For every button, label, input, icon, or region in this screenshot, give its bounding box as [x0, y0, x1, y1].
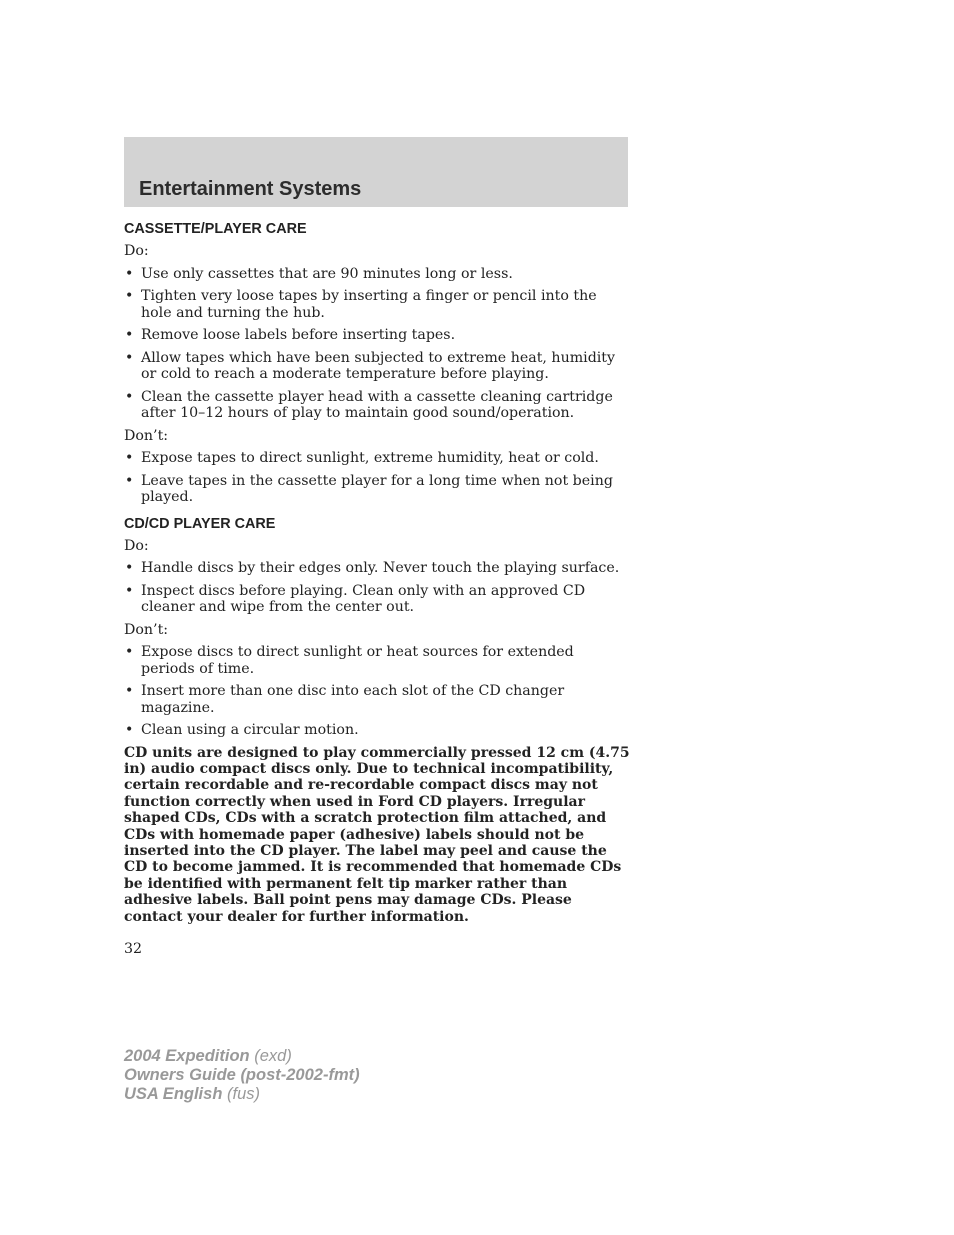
cassette-dont-list [124, 450, 630, 506]
cassette-care-heading: CASSETTE/PLAYER CARE [124, 221, 307, 237]
bullet-icon: • [125, 683, 134, 699]
list-item: • Expose discs to direct sunlight or heat sources for extended periods of time. [125, 644, 574, 677]
cd-do-list [124, 560, 630, 616]
footer-line-guide: Owners Guide (post-2002-fmt) [124, 1066, 360, 1084]
list-item: • Use only cassettes that are 90 minutes long or less. [125, 265, 513, 282]
section-title: Entertainment Systems [139, 178, 362, 200]
page-number: 32 [124, 940, 143, 957]
cd-compatibility-notice: CD units are designed to play commercially pressed 12 cm (4.75 in) audio compact discs only. Due to technical incompatibility, certain recordable and re-recordable compact discs may not function correctly when used in Ford CD players. Irregular shaped CDs, CDs with a scratch protection film attached, and CDs with homemade paper (adhesive) labels should not be inserted into the CD player. The label may peel and cause the CD to become jammed. It is recommended that homemade CDs be identified with permanent felt tip marker rather than adhesive labels. Ball point pens may damage CDs. Please contact your dealer for further information. [124, 744, 630, 925]
section-header-band [124, 137, 628, 207]
page-content [124, 219, 630, 957]
bullet-icon: • [125, 450, 134, 466]
list-item: • Handle discs by their edges only. Never touch the playing surface. [125, 560, 620, 576]
list-item: • Leave tapes in the cassette player for a long time when not being played. [125, 472, 613, 505]
cd-dont-label: Don’t: [124, 621, 169, 638]
list-item: • Expose tapes to direct sunlight, extreme humidity, heat or cold. [125, 450, 599, 466]
bullet-icon: • [125, 388, 134, 405]
footer-line-language: USA English (fus) [124, 1085, 260, 1103]
cd-do-label: Do: [124, 537, 149, 554]
bullet-icon: • [125, 722, 134, 738]
list-item: • Clean using a circular motion. [125, 722, 359, 738]
cassette-do-label: Do: [124, 243, 149, 259]
list-item: • Remove loose labels before inserting tapes. [125, 327, 456, 343]
bullet-icon: • [125, 265, 134, 282]
list-item: • Allow tapes which have been subjected to extreme heat, humidity or cold to reach a moderate temperature before playing. [125, 349, 616, 382]
list-item: • Tighten very loose tapes by inserting a finger or pencil into the hole and turning the hub. [125, 288, 597, 321]
bullet-icon: • [125, 327, 134, 343]
footer-line-model: 2004 Expedition (exd) [124, 1047, 292, 1065]
cd-care-heading: CD/CD PLAYER CARE [124, 515, 276, 532]
cassette-dont-label: Don’t: [124, 427, 169, 444]
bullet-icon: • [125, 560, 134, 576]
cassette-do-list [124, 266, 630, 422]
bullet-icon: • [125, 349, 134, 366]
bullet-icon: • [125, 644, 134, 660]
list-item: • Insert more than one disc into each slot of the CD changer magazine. [125, 683, 565, 716]
bullet-icon: • [125, 582, 134, 599]
bullet-icon: • [125, 288, 134, 304]
list-item: • Inspect discs before playing. Clean only with an approved CD cleaner and wipe from the center out. [125, 582, 586, 615]
list-item: • Clean the cassette player head with a cassette cleaning cartridge after 10–12 hours of play to maintain good sound/operation. [125, 388, 613, 421]
bullet-icon: • [125, 472, 134, 489]
document-footer [124, 1047, 360, 1104]
cd-dont-list [124, 644, 630, 739]
